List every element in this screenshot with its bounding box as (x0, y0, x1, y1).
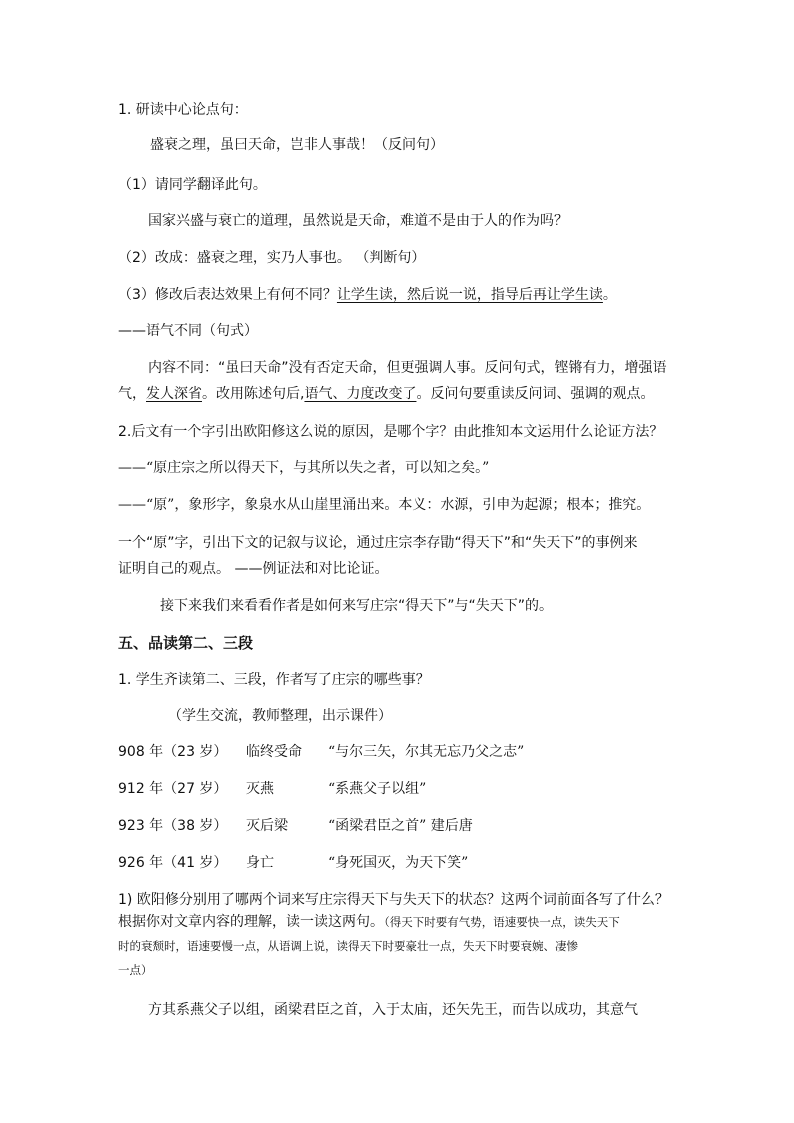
content-underlined-2: 语气、力度改变了 (304, 386, 417, 402)
activity-note: （学生交流，教师整理，出示课件） (168, 708, 392, 724)
question-3-end: 。 (602, 287, 617, 303)
content-part-c: 。反问句要重读反问词、强调的观点。 (416, 386, 655, 402)
sub-question-1-line-1: 1) 欧阳修分别用了哪两个词来写庄宗得天下与失天下的状态？这两个词前面各写了什么？ (118, 892, 669, 908)
section5-heading: 五、品读第二、三段 (118, 634, 254, 652)
reading-guidance-line-3: 一点） (118, 963, 153, 977)
content-part-b: 。改用陈述句后, (202, 386, 305, 402)
quote-line: ——“原庄宗之所以得天下，与其所以失之者，可以知之矣。” (118, 460, 490, 476)
section1-heading: 1. 研读中心论点句： (118, 102, 248, 118)
tone-note: ——语气不同（句式） (118, 323, 258, 339)
translation-text: 国家兴盛与衰亡的道理，虽然说是天命，难道不是由于人的作为吗？ (148, 213, 568, 229)
section5-question-1: 1. 学生齐读第二、三段，作者写了庄宗的哪些事？ (118, 672, 430, 688)
reading-guidance-start: （得天下时要有气势，语速要快一点，读失天下 (384, 915, 620, 929)
event-name: 临终受命 (246, 744, 302, 760)
transition-line: 接下来我们来看看作者是如何来写庄宗“得天下”与“失天下”的。 (160, 598, 554, 614)
event-quote: “身死国灭，为天下笑” (328, 855, 469, 871)
reading-guidance-line-2: 时的衰颓时，语速要慢一点，从语调上说，读得天下时要豪壮一点，失天下时要衰婉、凄惨 (118, 939, 578, 953)
content-part-a: 气， (118, 386, 146, 402)
question-3 (118, 285, 617, 305)
explain-line-2: 证明自己的观点。 ——例证法和对比论证。 (118, 561, 389, 577)
event-name: 灭燕 (246, 781, 274, 797)
thesis-sentence: 盛衰之理，虽曰天命，岂非人事哉！（反问句） (150, 137, 444, 153)
yuan-explanation: ——“原”，象形字，象泉水从山崖里涌出来。本义：水源，引申为起源；根本；推究。 (118, 497, 651, 513)
sub-question-1-line-2 (118, 912, 620, 932)
event-quote: “系燕父子以组” (328, 781, 427, 797)
event-year: 923 年（38 岁） (118, 818, 228, 834)
content-line-2 (118, 384, 654, 404)
sub-question-1-text: 根据你对文章内容的理解，读一读这两句。 (118, 914, 384, 930)
content-line-1: 内容不同：“虽曰天命”没有否定天命，但更强调人事。反问句式，铿锵有力，增强语 (148, 360, 667, 376)
section2-question: 2.后文有一个字引出欧阳修这么说的原因，是哪个字？由此推知本文运用什么论证方法？ (118, 424, 664, 440)
event-year: 912 年（27 岁） (118, 781, 228, 797)
event-year: 908 年（23 岁） (118, 744, 228, 760)
event-year: 926 年（41 岁） (118, 855, 228, 871)
question-2: （2）改成：盛衰之理，实乃人事也。 （判断句） (118, 250, 426, 266)
original-text-line: 方其系燕父子以组，函梁君臣之首，入于太庙，还矢先王，而告以成功，其意气 (148, 1002, 638, 1018)
event-name: 身亡 (246, 855, 274, 871)
question-1: （1）请同学翻译此句。 (118, 177, 267, 193)
question-3-text: （3）修改后表达效果上有何不同？ (118, 287, 337, 303)
event-name: 灭后梁 (246, 818, 288, 834)
question-3-underlined: 让学生读，然后说一说，指导后再让学生读 (336, 287, 603, 303)
event-quote: “与尔三矢，尔其无忘乃父之志” (328, 744, 525, 760)
event-quote: “函梁君臣之首” 建后唐 (328, 818, 473, 834)
content-underlined-1: 发人深省 (146, 386, 202, 402)
explain-line-1: 一个“原”字，引出下文的记叙与议论，通过庄宗李存勖“得天下”和“失天下”的事例来 (118, 535, 638, 551)
